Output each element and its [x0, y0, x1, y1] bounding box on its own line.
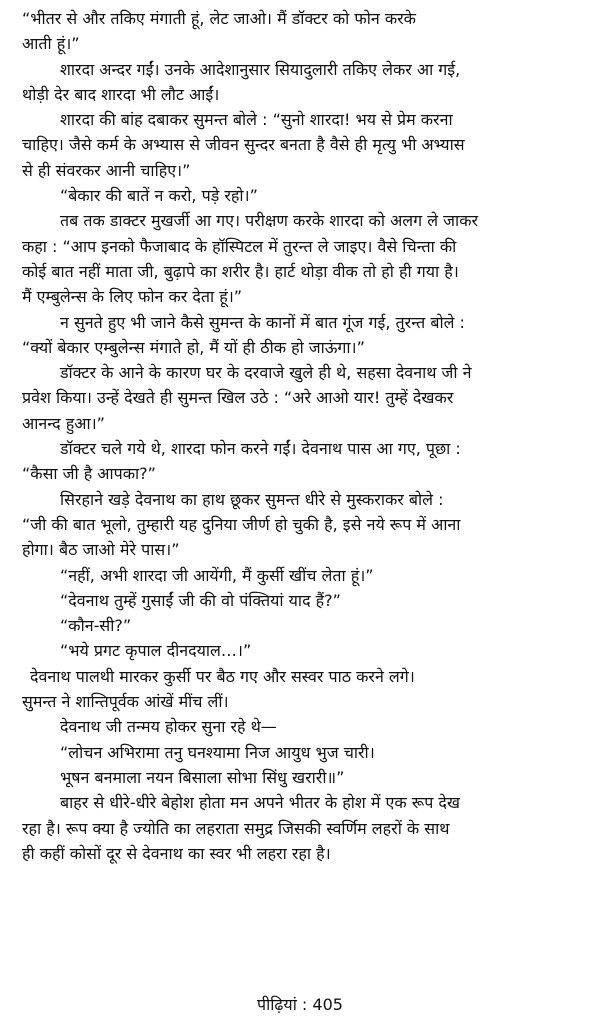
text-line: डॉक्टर के आने के कारण घर के दरवाजे खुले ही थे, सहसा देवनाथ जी ने [60, 363, 472, 383]
text-line: चाहिए। जैसे कर्म के अभ्यास से जीवन सुन्दर बनता है वैसे ही मृत्यु भी अभ्यास [22, 135, 465, 155]
text-line: देवनाथ पालथी मारकर कुर्सी पर बैठ गए और सस्वर पाठ करने लगे। [30, 666, 415, 686]
text-line: “जी की बात भूलो, तुम्हारी यह दुनिया जीर्ण हो चुकी है, इसे नये रूप में आना [22, 514, 461, 534]
text-line: “देवनाथ तुम्हें गुसाईं जी की वो पंक्तियां याद हैं?” [60, 590, 341, 610]
text-line: “भये प्रगट कृपाल दीनदयाल…।” [60, 641, 252, 661]
text-line: “क्यों बेकार एम्बुलेन्स मंगाते हो, मैं यों ही ठीक हो जाऊंगा।” [22, 337, 365, 357]
text-line: से ही संवरकर आनी चाहिए।” [22, 160, 191, 180]
text-line: न सुनते हुए भी जाने कैसे सुमन्त के कानों में बात गूंज गई, तुरन्त बोले : [60, 312, 465, 332]
text-line: बाहर से धीरे-धीरे बेहोश होता मन अपने भीतर के होश में एक रूप देख [60, 793, 460, 813]
text-line: सिरहाने खड़े देवनाथ का हाथ छूकर सुमन्त धीरे से मुस्कराकर बोले : [60, 489, 444, 509]
page-footer: पीढ़ियां : 405 [257, 995, 343, 1014]
text-line: शारदा की बांह दबाकर सुमन्त बोले : “सुनो शारदा! भय से प्रेम करना [60, 110, 453, 130]
text-line: डॉक्टर चले गये थे, शारदा फोन करने गईं। देवनाथ पास आ गए, पूछा : [60, 439, 461, 459]
text-line: आती हूं।” [22, 34, 80, 54]
text-line: देवनाथ जी तन्मय होकर सुना रहे थे— [60, 717, 277, 737]
text-line: कोई बात नहीं माता जी, बुढ़ापे का शरीर है। हार्ट थोड़ा वीक तो हो ही गया है। [22, 261, 459, 281]
text-line: “भीतर से और तकिए मंगाती हूं, लेट जाओ। मैं डॉक्टर को फोन करके [22, 9, 416, 28]
verse-line: भूषन बनमाला नयन बिसाला सोभा सिंधु खरारी॥” [60, 767, 345, 787]
text-line: होगा। बैठ जाओ मेरे पास।” [22, 540, 180, 560]
text-line: “कौन-सी?” [60, 616, 132, 636]
text-line: थोड़ी देर बाद शारदा भी लौट आईं। [22, 84, 220, 104]
text-line: आनन्द हुआ।” [22, 413, 105, 433]
text-line: रहा है। रूप क्या है ज्योति का लहराता समुद्र जिसकी स्वर्णिम लहरों के साथ [22, 818, 450, 838]
text-line: सुमन्त ने शान्तिपूर्वक आंखें मींच लीं। [22, 692, 229, 712]
text-line: “कैसा जी है आपका?” [22, 464, 156, 484]
text-line: कहा : “आप इनको फैजाबाद के हॉस्पिटल में तुरन्त ले जाइए। वैसे चिन्ता की [22, 236, 457, 256]
text-line: तब तक डाक्टर मुखर्जी आ गए। परीक्षण करके शारदा को अलग ले जाकर [60, 211, 479, 231]
text-line: “नहीं, अभी शारदा जी आयेंगी, मैं कुर्सी खींच लेता हूं।” [60, 565, 374, 585]
text-line: शारदा अन्दर गईं। उनके आदेशानुसार सियादुलारी तकिए लेकर आ गई, [60, 59, 461, 79]
verse-line: “लोचन अभिरामा तनु घनश्यामा निज आयुध भुज चारी। [60, 742, 375, 762]
text-line: ही कहीं कोसों दूर से देवनाथ का स्वर भी लहरा रहा है। [22, 843, 331, 863]
text-line: मैं एम्बुलेन्स के लिए फोन कर देता हूं।” [22, 287, 243, 307]
text-line: “बेकार की बातें न करो, पड़े रहो।” [60, 186, 258, 206]
text-line: प्रवेश किया। उन्हें देखते ही सुमन्त खिल उठे : “अरे आओ यार! तुम्हें देखकर [22, 388, 454, 408]
page-body [22, 6, 584, 866]
